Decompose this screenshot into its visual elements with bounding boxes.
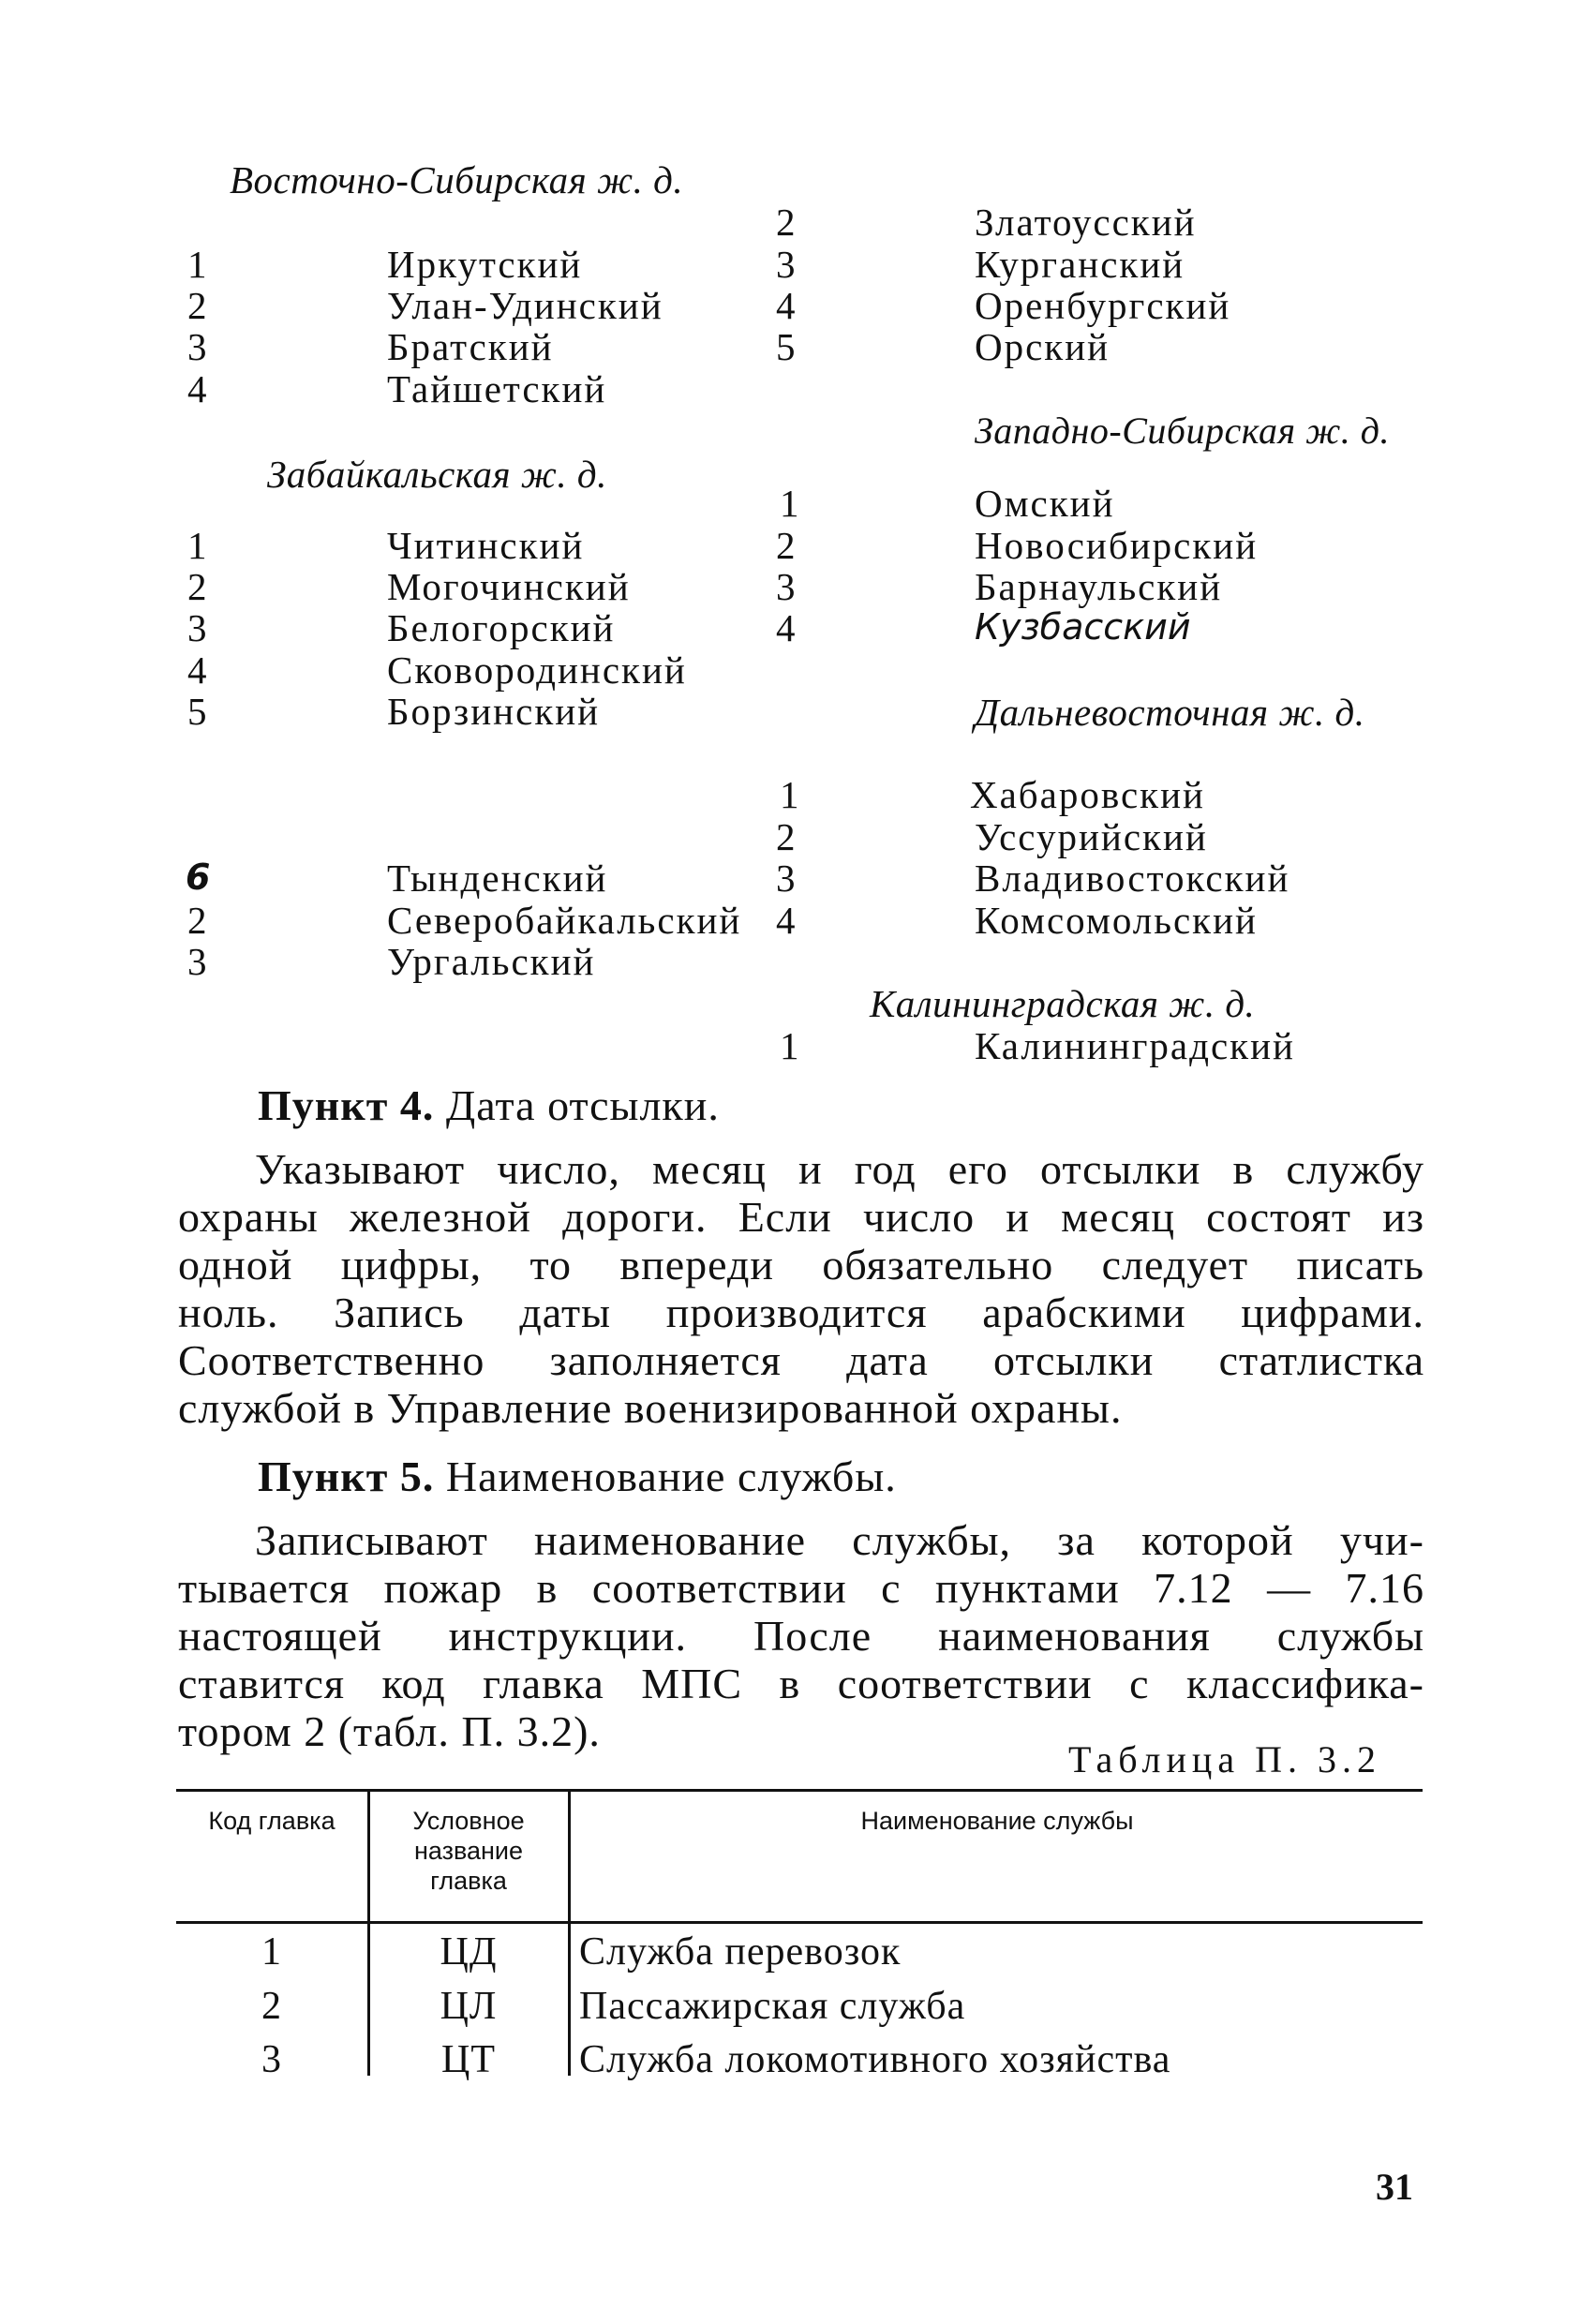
page-number: 31 (1376, 2166, 1413, 2208)
list-item-number: 4 (776, 899, 796, 942)
list-item-number: 3 (187, 606, 207, 649)
list-item-number: 3 (187, 325, 207, 368)
point-5-label: Пункт 5. (258, 1452, 435, 1500)
list-item-number: 3 (776, 857, 796, 900)
list-item-number: 2 (187, 899, 207, 942)
point-4-heading (258, 1080, 720, 1130)
list-item-number: 3 (776, 565, 796, 608)
table-cell-code: 3 (261, 2038, 282, 2081)
list-item-number: 4 (776, 606, 796, 649)
table-header-rule (176, 1921, 1423, 1924)
paragraph-line: ноль. Запись даты производится арабскими цифрами. (178, 1289, 1424, 1336)
list-item-number: 1 (780, 1024, 799, 1067)
table-caption: Таблица П. 3.2 (1068, 1738, 1381, 1780)
list-item-name-handwritten: Кузбасский (975, 606, 1191, 648)
list-item-number: 5 (776, 325, 796, 368)
paragraph-line: Записывают наименование службы, за которой учи- (255, 1516, 1424, 1564)
list-item-number: 2 (776, 524, 796, 567)
list-item-name: Братский (387, 325, 554, 368)
point-4-label: Пункт 4. (258, 1081, 435, 1129)
list-item-name: Сковородинский (387, 648, 687, 692)
list-item-number: 1 (780, 773, 799, 816)
list-item-number: 2 (776, 201, 796, 244)
list-item-number: 4 (776, 284, 796, 327)
list-item-name: Орский (975, 325, 1111, 368)
table-cell-code: 1 (261, 1930, 282, 1974)
table-cell-abbr: ЦТ (441, 2038, 496, 2081)
list-item-name: Тайшетский (387, 367, 607, 410)
paragraph-line: тывается пожар в соответствии с пунктами 7.12 — 7.16 (178, 1564, 1424, 1612)
paragraph-line: тором 2 (табл. П. 3.2). (178, 1707, 601, 1755)
list-item-name: Читинский (387, 524, 585, 567)
list-item-name: Хабаровский (970, 773, 1205, 816)
table-cell-abbr: ЦЛ (440, 1985, 498, 2028)
list-item-name: Белогорский (387, 606, 616, 649)
list-item-number: 2 (776, 815, 796, 858)
paragraph-line: охраны железной дороги. Если число и месяц состоят из (178, 1193, 1424, 1241)
list-item-name: Калининградский (975, 1024, 1295, 1067)
list-item-name: Тынденский (387, 857, 608, 900)
list-item-number: 3 (187, 940, 207, 983)
table-top-rule (176, 1789, 1423, 1792)
point-4-paragraph (178, 1145, 1424, 1432)
list-item-name: Владивостокский (975, 857, 1290, 900)
point-4-title: Дата отсылки. (445, 1081, 720, 1129)
heading-kaliningrad-railway: Калининградская ж. д. (870, 982, 1256, 1025)
list-item-name: Новосибирский (975, 524, 1259, 567)
table-header-cell: Наименование службы (860, 1807, 1134, 1835)
heading-far-eastern-railway: Дальневосточная ж. д. (975, 691, 1365, 734)
list-item-name: Омский (975, 482, 1115, 525)
heading-west-siberian-railway: Западно-Сибирская ж. д. (975, 410, 1391, 452)
list-item-number: 5 (187, 690, 207, 733)
list-item-name: Уссурийский (975, 815, 1208, 858)
table-column-divider (568, 1789, 571, 2076)
paragraph-line: одной цифры, то впереди обязательно следует писать (178, 1241, 1424, 1289)
heading-east-siberian-railway: Восточно-Сибирская ж. д. (230, 158, 684, 201)
point-5-title: Наименование службы. (445, 1452, 897, 1500)
list-item-number: 2 (187, 284, 207, 327)
list-item-name: Северобайкальский (387, 899, 742, 942)
point-5-heading (258, 1452, 897, 1501)
paragraph-line: Указывают число, месяц и год его отсылки в службу (255, 1145, 1424, 1193)
table-cell-name: Служба локомотивного хозяйства (579, 2038, 1171, 2081)
list-item-name: Улан-Удинский (387, 284, 663, 327)
paragraph-line: Соответственно заполняется дата отсылки статлистка (178, 1336, 1424, 1384)
list-item-number: 1 (187, 243, 207, 286)
table-header-cell: Код главка (208, 1807, 335, 1835)
list-item-name: Ургальский (387, 940, 596, 983)
table-cell-name: Служба перевозок (579, 1930, 902, 1974)
paragraph-line: настоящей инструкции. После наименования службы (178, 1612, 1424, 1660)
list-item-name: Иркутский (387, 243, 583, 286)
paragraph-line: службой в Управление военизированной охраны. (178, 1384, 1123, 1432)
list-item-number: 1 (780, 482, 799, 525)
list-item-number: 2 (187, 565, 207, 608)
list-item-name: Комсомольский (975, 899, 1258, 942)
list-item-number: 1 (187, 524, 207, 567)
point-5-paragraph (178, 1516, 1424, 1755)
list-item-number: 4 (187, 367, 207, 410)
heading-transbaikal-railway: Забайкальская ж. д. (267, 453, 607, 496)
list-item-number: 3 (776, 243, 796, 286)
paragraph-line: ставится код главка МПС в соответствии с классифика- (178, 1660, 1424, 1707)
table-cell-abbr: ЦД (440, 1930, 498, 1974)
list-item-name: Златоусский (975, 201, 1197, 244)
list-item-name: Барнаульский (975, 565, 1223, 608)
list-item-number: 6 (186, 857, 211, 898)
list-item-name: Борзинский (387, 690, 601, 733)
list-item-name: Курганский (975, 243, 1185, 286)
table-cell-code: 2 (261, 1985, 282, 2028)
table-cell-name: Пассажирская служба (579, 1985, 966, 2028)
list-item-name: Оренбургский (975, 284, 1231, 327)
list-item-number: 4 (187, 648, 207, 692)
table-header-cell: Условное название главка (412, 1807, 525, 1895)
list-item-name: Могочинский (387, 565, 631, 608)
